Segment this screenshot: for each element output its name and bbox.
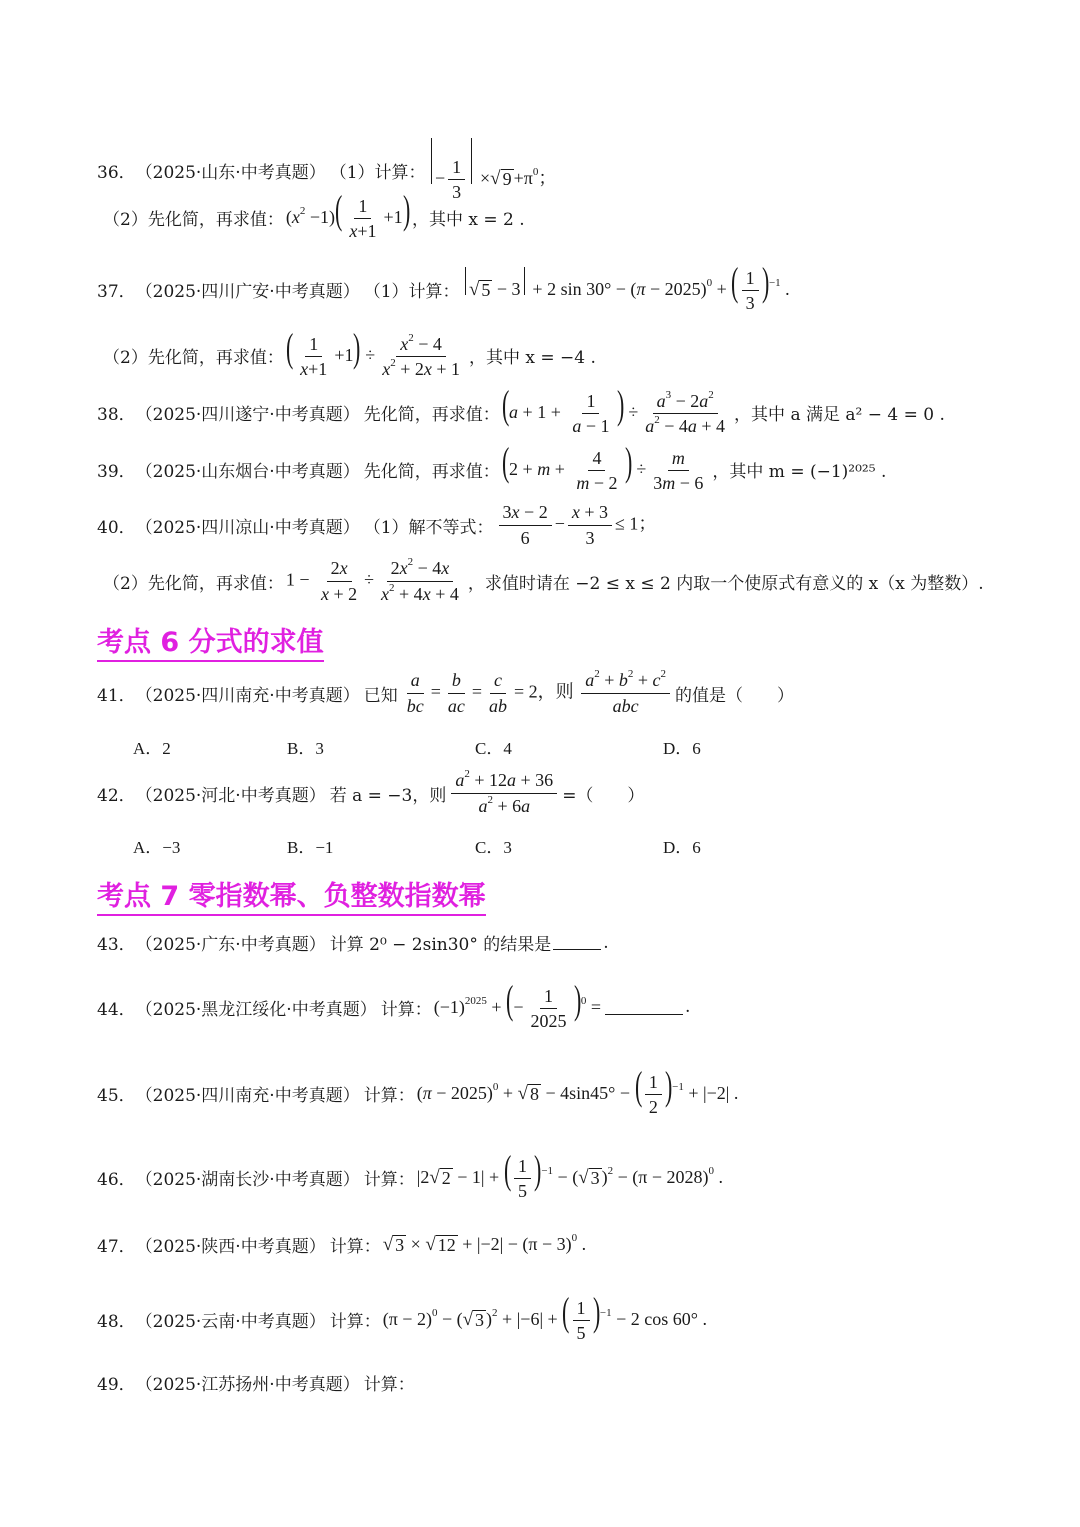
question-source: （2025·四川南充·中考真题） — [135, 685, 360, 706]
question-number: 40． — [97, 517, 136, 538]
question-text: 计算： — [363, 1375, 415, 1395]
question-source: （2025·四川南充·中考真题） — [135, 1085, 360, 1106]
option-c[interactable]: C．4 — [475, 739, 512, 758]
period: . — [603, 932, 609, 953]
question-number: 44． — [97, 999, 136, 1020]
question-condition: ，其中 x = 2 . — [411, 209, 525, 230]
math-expression: √ 5 − 3 + 2 $\sin 30^\circ - (\pi - 2025)^0$ + ( $\frac{1}{3}$ )$^{-1}$ . — [462, 264, 790, 314]
math-expression: |2 √ 2 − 1| + ( $\frac{1}{5}$ )$^{-1}$ − ( √ 3 )$^2 - (\pi - 2028)^0$ . — [416, 1147, 724, 1202]
option-a[interactable]: A．2 — [133, 739, 171, 758]
question-text: 先化简，再求值： — [363, 461, 500, 482]
question-42 — [97, 770, 644, 816]
question-number: 43． — [97, 935, 136, 955]
math-expression: (a + 1 + $\frac{1}{a - 1}$ ) ÷ $\frac{a^3 - 2a^2}{a^2 - 4a + 4}$ — [501, 382, 726, 437]
question-text: 计算： — [329, 1237, 381, 1257]
question-number: 42． — [97, 785, 136, 806]
question-number: 37． — [97, 281, 136, 302]
question-source: （2025·广东·中考真题） — [135, 935, 326, 955]
question-43 — [97, 930, 609, 955]
question-number: 46． — [97, 1169, 136, 1190]
question-40-part-2 — [103, 558, 984, 604]
math-expression: ( $\frac{1}{x+1}$ +1) ÷ $\frac{x^2 - 4}{x^2 + 2x + 1}$ — [285, 325, 460, 380]
question-38 — [97, 382, 945, 437]
question-47 — [97, 1232, 588, 1257]
question-source: （2025·云南·中考真题） — [135, 1311, 326, 1332]
math-expression: (2 + m + $\frac{4}{m - 2}$ ) ÷ $\frac{m}{3m - 6}$ — [501, 439, 704, 494]
question-source: （2025·陕西·中考真题） — [135, 1237, 326, 1257]
option-c[interactable]: C．3 — [475, 838, 512, 857]
question-source: （2025·江苏扬州·中考真题） — [135, 1375, 360, 1395]
question-source: （2025·河北·中考真题） — [135, 785, 326, 806]
question-number: 48． — [97, 1311, 136, 1332]
question-44 — [97, 977, 691, 1032]
question-text: 计算： — [363, 1085, 415, 1106]
math-expression: 1 − $\frac{2x}{x + 2}$ ÷ $\frac{2x^2 - 4x}{x^2 + 4x + 4}$ — [285, 556, 459, 604]
question-source: （2025·四川遂宁·中考真题） — [135, 404, 360, 425]
answer-blank[interactable] — [553, 935, 601, 950]
option-b[interactable]: B．3 — [287, 739, 324, 758]
question-40 — [97, 502, 658, 548]
question-39 — [97, 439, 887, 494]
math-expression: − $\frac{1}{3}$ × √ 9 $+\pi^0$； — [428, 138, 557, 203]
question-condition: ，其中 x = −4 . — [469, 347, 596, 368]
question-condition: ，其中 m = (−1)²⁰²⁵ . — [712, 461, 887, 482]
question-condition: ，其中 a 满足 a² − 4 = 0 . — [734, 404, 945, 425]
question-37-part-2 — [103, 325, 596, 380]
math-expression: $(\pi - 2)^0$ − ( √ 3 )$^2$ + |−6| + ( $\frac{1}{5}$ )$^{-1}$ − 2 cos 60° . — [382, 1289, 707, 1344]
question-source: （2025·四川凉山·中考真题） — [135, 517, 360, 538]
option-a[interactable]: A．−3 — [133, 838, 181, 857]
question-source: （2025·山东·中考真题） — [135, 163, 326, 184]
question-source: （2025·山东烟台·中考真题） — [135, 461, 360, 482]
math-expression: √ 3 × √ 12 + $|-2| - (\pi - 3)^0$ . — [382, 1231, 587, 1255]
period: . — [684, 997, 691, 1018]
question-number: 49． — [97, 1375, 136, 1395]
question-number: 41． — [97, 685, 136, 706]
question-source: （2025·四川广安·中考真题） — [135, 281, 360, 302]
question-text: 计算： — [380, 999, 432, 1020]
question-number: 45． — [97, 1085, 136, 1106]
question-text: 若 a = −3，则 — [329, 785, 447, 806]
question-tail: =（ ） — [562, 785, 645, 806]
section-heading: 考点 7 零指数幂、负整数指数幂 — [97, 874, 486, 916]
question-part-1: （1）计算： — [363, 281, 460, 302]
option-b[interactable]: B．−1 — [287, 838, 334, 857]
question-source: （2025·湖南长沙·中考真题） — [135, 1169, 360, 1190]
question-36-part-2 — [103, 187, 525, 242]
question-part-1: （1）计算： — [329, 163, 426, 184]
section-heading: 考点 6 分式的求值 — [97, 620, 324, 662]
question-condition: ，求值时请在 −2 ≤ x ≤ 2 内取一个使原式有意义的 x（x 为整数）. — [467, 573, 984, 594]
question-part-2: （2）先化简，再求值： — [103, 209, 284, 230]
option-d[interactable]: D．6 — [663, 739, 701, 758]
question-number: 38． — [97, 404, 136, 425]
math-expression: $(-1)^{2025}$ + (− $\frac{1}{2025}$ )$^0$ = — [433, 977, 601, 1032]
math-expression: $\frac{a}{bc}$ = $\frac{b}{ac}$ = $\frac{c}{ab}$ = 2，则 $\frac{a^2 + b^2 + c^2}{\text{abc}}$ — [400, 670, 673, 716]
question-37 — [97, 259, 792, 314]
option-d[interactable]: D．6 — [663, 838, 701, 857]
question-part-2: （2）先化简，再求值： — [103, 573, 284, 594]
question-text: 计算： — [329, 1311, 381, 1332]
question-46 — [97, 1147, 725, 1202]
question-number: 47． — [97, 1237, 136, 1257]
question-tail: 的值是（ ） — [675, 685, 794, 706]
question-number: 39． — [97, 461, 136, 482]
math-expression: $(x^2 -1)$( $\frac{1}{x+1}$ +1) — [285, 187, 410, 242]
math-expression: $\frac{3x - 2}{6}$ − $\frac{x + 3}{3}$ ≤ 1； — [496, 502, 657, 548]
question-text: 已知 — [363, 685, 398, 706]
math-expression: $\frac{a^2 + 12a + 36}{a^2 + 6a}$ — [448, 770, 560, 816]
question-45 — [97, 1063, 740, 1118]
question-text: 计算： — [363, 1169, 415, 1190]
question-41 — [97, 670, 794, 716]
question-part-2: （2）先化简，再求值： — [103, 347, 284, 368]
question-number: 36． — [97, 163, 136, 184]
question-source: （2025·黑龙江绥化·中考真题） — [135, 999, 377, 1020]
math-expression: $(\pi - 2025)^0$ + √ 8 − 4sin45° − ( $\frac{1}{2}$ )$^{-1}$ + |−2| . — [416, 1063, 739, 1118]
question-48 — [97, 1289, 709, 1344]
question-part-1: （1）解不等式： — [363, 517, 494, 538]
answer-blank[interactable] — [605, 1000, 683, 1015]
question-text: 计算 2⁰ − 2sin30° 的结果是 — [329, 935, 552, 955]
question-text: 先化简，再求值： — [363, 404, 500, 425]
question-49 — [97, 1370, 415, 1395]
